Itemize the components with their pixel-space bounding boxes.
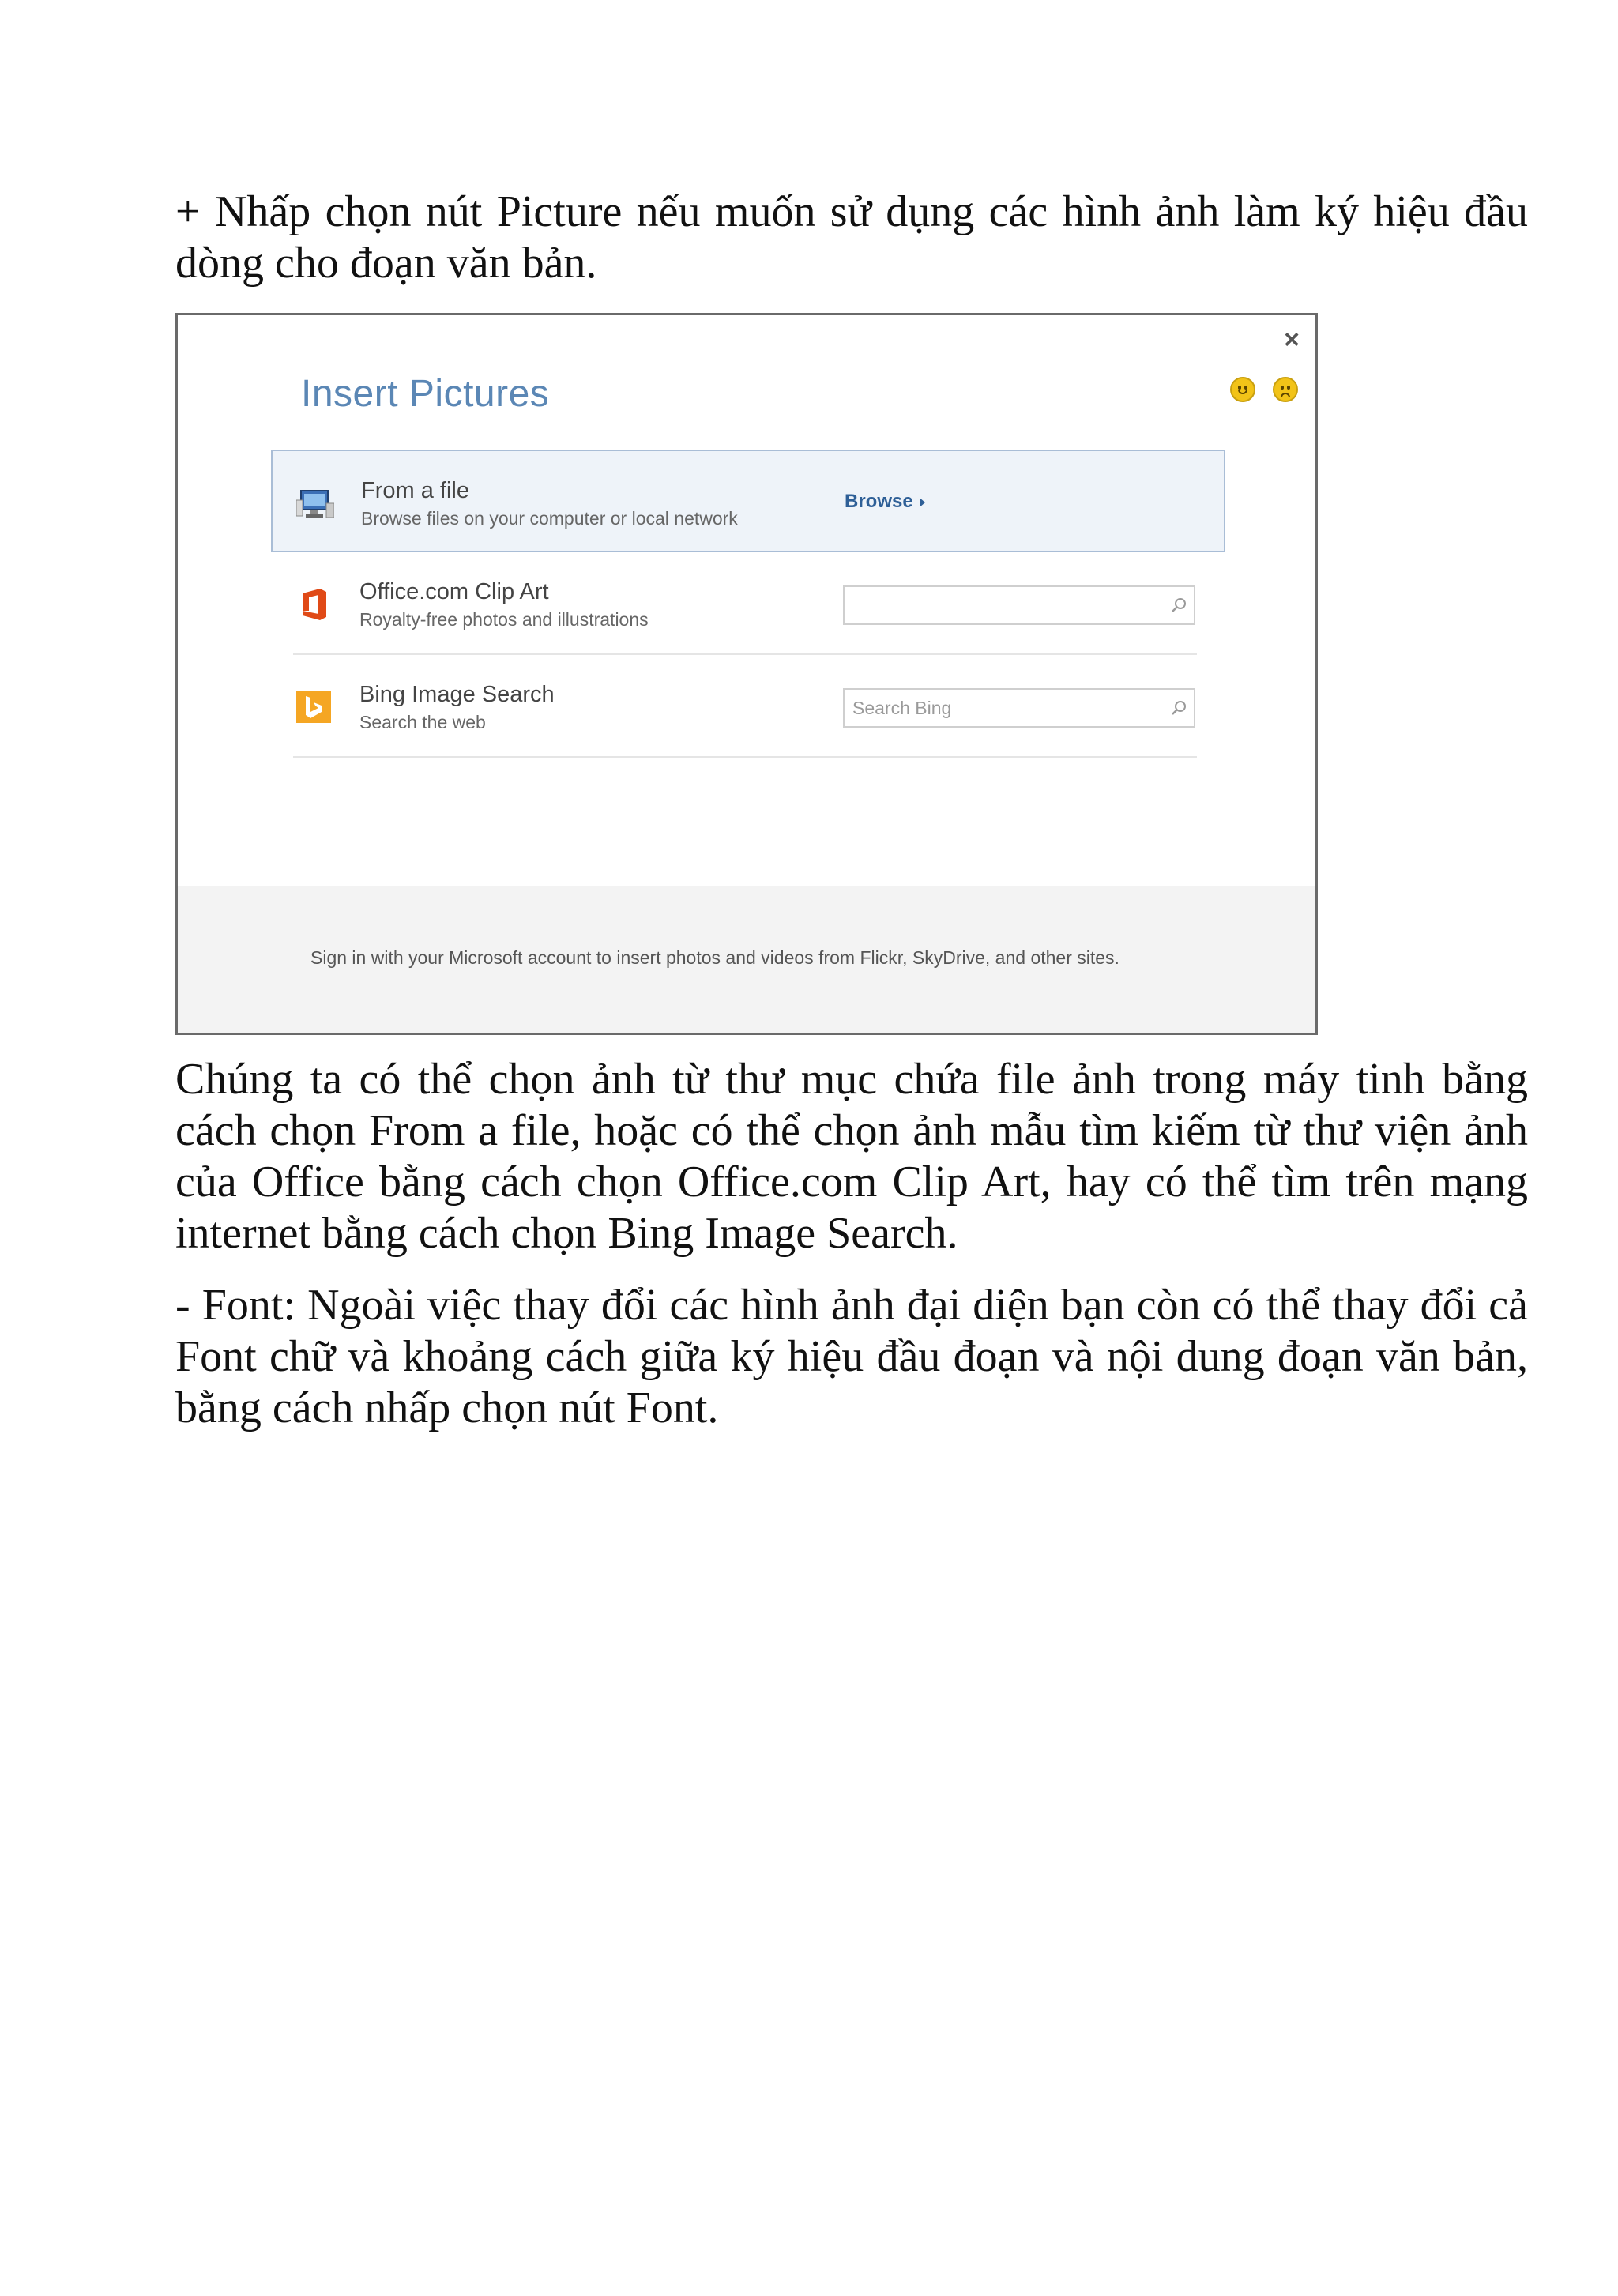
insert-pictures-dialog-screenshot (175, 313, 1318, 1035)
document-page (175, 186, 1528, 1434)
browse-link[interactable] (845, 491, 925, 513)
bing-search-input[interactable]: Search Bing (843, 688, 1195, 728)
bing-logo-icon (295, 688, 333, 726)
option-from-a-file[interactable] (271, 450, 1225, 552)
sign-in-message: Sign in with your Microsoft account to insert photos and videos from Flickr, SkyDrive, and other sites. (310, 947, 1119, 968)
option-subtitle: Royalty-free photos and illustrations (359, 609, 649, 630)
option-title: Office.com Clip Art (359, 579, 549, 604)
browse-label: Browse (845, 491, 913, 512)
chevron-right-icon (920, 498, 925, 507)
option-bing-image-search[interactable] (271, 655, 1225, 758)
option-subtitle: Browse files on your computer or local network (361, 508, 738, 529)
search-icon[interactable] (1170, 699, 1187, 717)
smile-feedback-icon[interactable] (1230, 377, 1255, 402)
close-icon[interactable]: × (1284, 325, 1300, 355)
search-icon[interactable] (1170, 597, 1187, 614)
option-office-clip-art[interactable] (271, 552, 1225, 655)
computer-icon (296, 484, 334, 522)
office-logo-icon (295, 585, 333, 623)
dialog-footer (178, 886, 1315, 1033)
paragraph-intro: + Nhấp chọn nút Picture nếu muốn sử dụng các hình ảnh làm ký hiệu đầu dòng cho đoạn văn bản. (175, 187, 1528, 288)
dialog-title: Insert Pictures (301, 373, 550, 415)
paragraph-explain: Chúng ta có thể chọn ảnh từ thư mục chứa file ảnh trong máy tinh bằng cách chọn From a file, hoặc có thể chọn ảnh mẫu tìm kiếm từ thư viện ảnh của Office bằng cách chọn Office.com Clip Art, hay có thể tìm trên mạng internet bằng cách chọn Bing Image Search. (175, 1055, 1528, 1258)
option-title: Bing Image Search (359, 682, 555, 707)
paragraph-font: - Font: Ngoài việc thay đổi các hình ảnh đại diện bạn còn có thể thay đổi cả Font chữ và khoảng cách giữa ký hiệu đầu đoạn và nội dung đoạn văn bản, bằng cách nhấp chọn nút Font. (175, 1281, 1528, 1432)
frown-feedback-icon[interactable] (1273, 377, 1298, 402)
option-subtitle: Search the web (359, 712, 486, 732)
clip-art-search-input[interactable] (843, 585, 1195, 625)
option-title: From a file (361, 478, 469, 503)
